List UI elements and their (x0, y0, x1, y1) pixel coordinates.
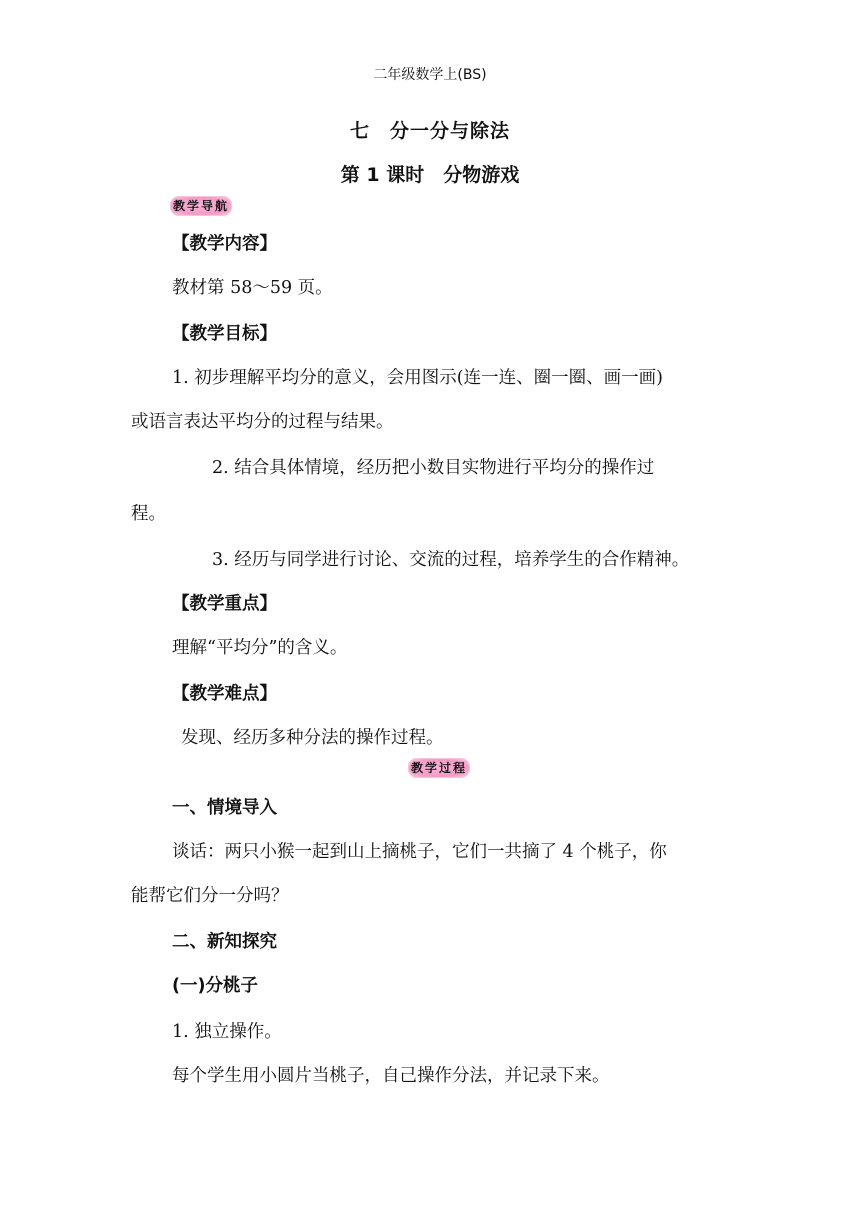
objective-3: 3. 经历与同学进行讨论、交流的过程，培养学生的合作精神。 (212, 550, 690, 570)
key-points-heading: 【教学重点】 (172, 594, 277, 614)
content-text: 教材第 58～59 页。 (172, 278, 333, 298)
teaching-guide-badge: 教学导航 (170, 196, 232, 216)
teaching-process-badge: 教学过程 (408, 758, 470, 778)
objective-2-line-2: 程。 (131, 504, 166, 524)
intro-line-2: 能帮它们分一分吗？ (131, 886, 289, 906)
intro-line-1: 谈话：两只小猴一起到山上摘桃子，它们一共摘了 4 个桃子，你 (172, 842, 667, 862)
running-header: 二年级数学上(BS) (373, 67, 487, 83)
objective-1-line-2: 或语言表达平均分的过程与结果。 (131, 412, 394, 432)
objective-1-line-1: 1. 初步理解平均分的意义，会用图示(连一连、圈一圈、画一画) (172, 368, 663, 388)
objectives-heading: 【教学目标】 (172, 324, 277, 344)
difficulties-text: 发现、经历多种分法的操作过程。 (181, 728, 444, 748)
lesson-title: 第 1 课时 分物游戏 (340, 164, 520, 186)
section-2-heading: 二、新知探究 (172, 932, 277, 952)
step-1-text: 每个学生用小圆片当桃子，自己操作分法，并记录下来。 (172, 1066, 610, 1086)
chapter-title: 七 分一分与除法 (349, 120, 510, 142)
content-heading: 【教学内容】 (172, 234, 277, 254)
subsection-1-heading: (一)分桃子 (172, 976, 258, 996)
section-1-heading: 一、情境导入 (172, 798, 277, 818)
step-1-title: 1. 独立操作。 (172, 1022, 282, 1042)
difficulties-heading: 【教学难点】 (172, 684, 277, 704)
objective-2-line-1: 2. 结合具体情境，经历把小数目实物进行平均分的操作过 (212, 458, 655, 478)
key-points-text: 理解“平均分”的含义。 (172, 638, 348, 658)
